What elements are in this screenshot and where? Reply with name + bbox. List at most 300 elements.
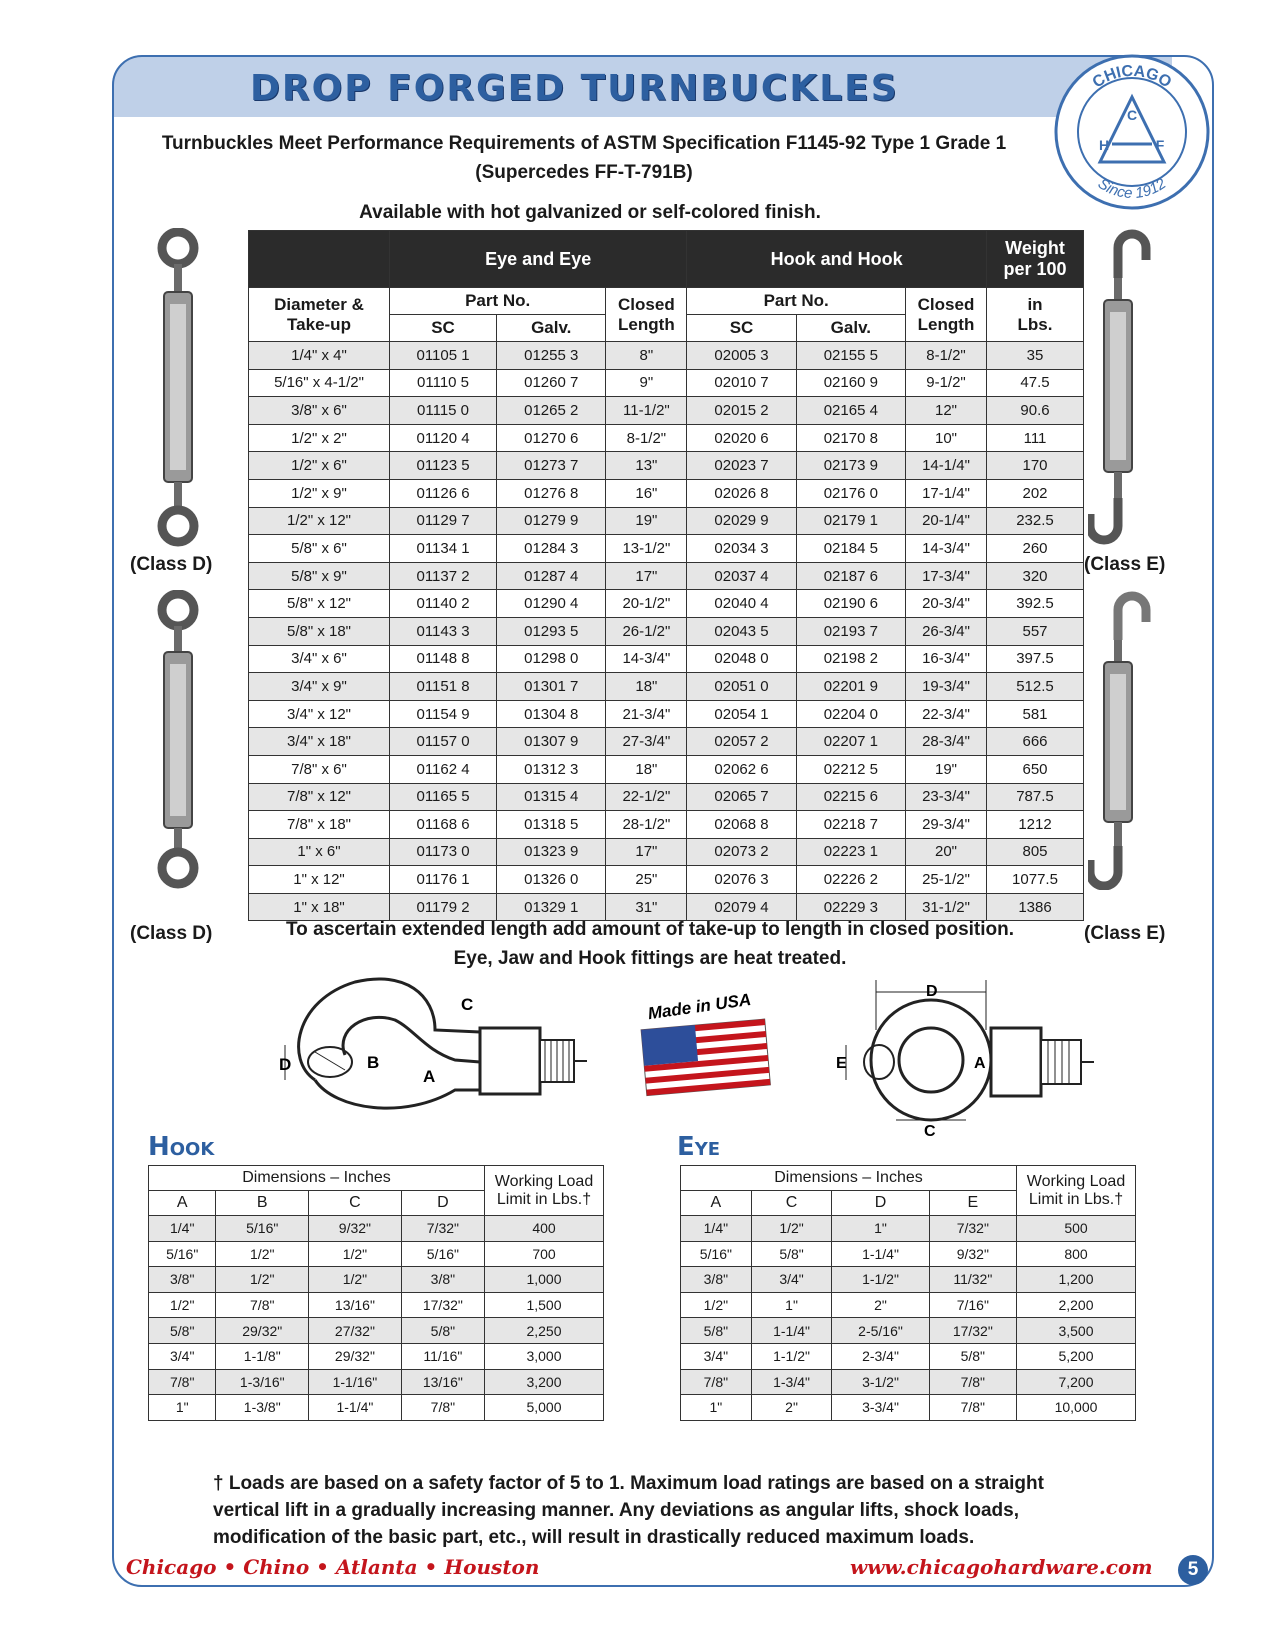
turnbuckle-row-cell: 1/2" x 2" bbox=[249, 424, 390, 452]
turnbuckle-row-cell: 581 bbox=[987, 700, 1084, 728]
hook-row-cell: 1,500 bbox=[485, 1292, 604, 1318]
turnbuckle-row-cell: 787.5 bbox=[987, 783, 1084, 811]
turnbuckle-row-cell: 28-1/2" bbox=[606, 811, 687, 839]
eye-header-e: E bbox=[929, 1191, 1016, 1216]
turnbuckle-row-cell: 11-1/2" bbox=[606, 397, 687, 425]
turnbuckle-row bbox=[249, 700, 1084, 728]
turnbuckle-row-cell: 3/4" x 12" bbox=[249, 700, 390, 728]
hook-row-cell: 3/8" bbox=[401, 1267, 484, 1293]
turnbuckle-row-cell: 01301 7 bbox=[497, 673, 606, 701]
turnbuckle-row-cell: 01279 9 bbox=[497, 507, 606, 535]
turnbuckle-row-cell: 5/8" x 12" bbox=[249, 590, 390, 618]
eye-section-title: Eye bbox=[677, 1132, 721, 1162]
turnbuckle-row-cell: 8-1/2" bbox=[906, 342, 987, 370]
eye-row-cell: 1" bbox=[751, 1292, 832, 1318]
turnbuckle-row-cell: 02226 2 bbox=[796, 866, 905, 894]
eye-row-cell: 1/2" bbox=[751, 1216, 832, 1242]
turnbuckle-row-cell: 01137 2 bbox=[390, 562, 497, 590]
hook-row bbox=[149, 1216, 604, 1242]
chicago-hardware-seal-logo bbox=[1052, 52, 1212, 212]
turnbuckle-row-cell: 01329 1 bbox=[497, 893, 606, 921]
hook-row bbox=[149, 1318, 604, 1344]
header-eye-sc: SC bbox=[390, 315, 497, 342]
hook-header-a: A bbox=[149, 1191, 216, 1216]
eye-turnbuckle-image-top bbox=[150, 228, 206, 548]
hook-row-cell: 3/4" bbox=[149, 1343, 216, 1369]
eye-row-cell: 3/4" bbox=[751, 1267, 832, 1293]
turnbuckle-row-cell: 29-3/4" bbox=[906, 811, 987, 839]
hook-row-cell: 3/8" bbox=[149, 1267, 216, 1293]
turnbuckle-row-cell: 01276 8 bbox=[497, 479, 606, 507]
hook-row-cell: 13/16" bbox=[309, 1292, 402, 1318]
hook-row-cell: 17/32" bbox=[401, 1292, 484, 1318]
eye-row-cell: 5,200 bbox=[1017, 1343, 1136, 1369]
turnbuckle-row-cell: 8" bbox=[606, 342, 687, 370]
hook-row-cell: 5/16" bbox=[149, 1241, 216, 1267]
turnbuckle-row-cell: 27-3/4" bbox=[606, 728, 687, 756]
hook-row bbox=[149, 1369, 604, 1395]
turnbuckle-row-cell: 01255 3 bbox=[497, 342, 606, 370]
turnbuckle-row-cell: 90.6 bbox=[987, 397, 1084, 425]
eye-row-cell: 2-3/4" bbox=[832, 1343, 929, 1369]
turnbuckle-row-cell: 9" bbox=[606, 369, 687, 397]
eye-row bbox=[681, 1318, 1136, 1344]
eye-row-cell: 3/4" bbox=[681, 1343, 752, 1369]
turnbuckle-row-cell: 02062 6 bbox=[687, 755, 796, 783]
eye-row-cell: 10,000 bbox=[1017, 1395, 1136, 1421]
turnbuckle-row-cell: 01270 6 bbox=[497, 424, 606, 452]
turnbuckle-row-cell: 01115 0 bbox=[390, 397, 497, 425]
turnbuckle-row-cell: 02204 0 bbox=[796, 700, 905, 728]
turnbuckle-row-cell: 1/2" x 9" bbox=[249, 479, 390, 507]
turnbuckle-row-cell: 01293 5 bbox=[497, 617, 606, 645]
turnbuckle-row-cell: 02184 5 bbox=[796, 535, 905, 563]
eye-row bbox=[681, 1369, 1136, 1395]
turnbuckle-row-cell: 5/8" x 6" bbox=[249, 535, 390, 563]
turnbuckle-row-cell: 7/8" x 18" bbox=[249, 811, 390, 839]
header-eye-part-no: Part No. bbox=[390, 288, 606, 315]
turnbuckle-row-cell: 18" bbox=[606, 673, 687, 701]
turnbuckle-row-cell: 17-1/4" bbox=[906, 479, 987, 507]
turnbuckle-row-cell: 1212 bbox=[987, 811, 1084, 839]
eye-row-cell: 7,200 bbox=[1017, 1369, 1136, 1395]
turnbuckle-row bbox=[249, 645, 1084, 673]
eye-row-cell: 11/32" bbox=[929, 1267, 1016, 1293]
hook-header-working-load: Working Load Limit in Lbs.† bbox=[485, 1166, 604, 1216]
hook-row-cell: 5/8" bbox=[149, 1318, 216, 1344]
eye-header-a: A bbox=[681, 1191, 752, 1216]
eye-row-cell: 1-1/2" bbox=[751, 1343, 832, 1369]
turnbuckle-row bbox=[249, 535, 1084, 563]
turnbuckle-row-cell: 14-1/4" bbox=[906, 452, 987, 480]
hook-header-dimensions: Dimensions – Inches bbox=[149, 1166, 485, 1191]
seal-letter-c: C bbox=[1126, 107, 1138, 123]
turnbuckle-row bbox=[249, 452, 1084, 480]
eye-row-cell: 1,200 bbox=[1017, 1267, 1136, 1293]
turnbuckle-row-cell: 01284 3 bbox=[497, 535, 606, 563]
hook-row bbox=[149, 1292, 604, 1318]
turnbuckle-row-cell: 01110 5 bbox=[390, 369, 497, 397]
hook-row-cell: 13/16" bbox=[401, 1369, 484, 1395]
turnbuckle-row-cell: 02051 0 bbox=[687, 673, 796, 701]
turnbuckle-row-cell: 3/8" x 6" bbox=[249, 397, 390, 425]
turnbuckle-row-cell: 1386 bbox=[987, 893, 1084, 921]
turnbuckle-row-cell: 02037 4 bbox=[687, 562, 796, 590]
turnbuckle-row-cell: 01304 8 bbox=[497, 700, 606, 728]
turnbuckle-row bbox=[249, 507, 1084, 535]
turnbuckle-row-cell: 01129 7 bbox=[390, 507, 497, 535]
turnbuckle-row-cell: 170 bbox=[987, 452, 1084, 480]
hook-row-cell: 1-1/8" bbox=[216, 1343, 309, 1369]
turnbuckle-row-cell: 02010 7 bbox=[687, 369, 796, 397]
seal-bottom-text: Since 1912 bbox=[1094, 175, 1170, 203]
hook-row-cell: 700 bbox=[485, 1241, 604, 1267]
hook-row-cell: 1/2" bbox=[216, 1267, 309, 1293]
turnbuckle-row-cell: 1/2" x 12" bbox=[249, 507, 390, 535]
eye-row-cell: 3-1/2" bbox=[832, 1369, 929, 1395]
eye-row-cell: 7/8" bbox=[929, 1395, 1016, 1421]
hook-row-cell: 29/32" bbox=[216, 1318, 309, 1344]
turnbuckle-row-cell: 17" bbox=[606, 562, 687, 590]
turnbuckle-row-cell: 02223 1 bbox=[796, 838, 905, 866]
turnbuckle-row-cell: 01105 1 bbox=[390, 342, 497, 370]
header-eye-and-eye: Eye and Eye bbox=[390, 231, 687, 288]
page-number: 5 bbox=[1178, 1555, 1208, 1585]
header-hook-part-no: Part No. bbox=[687, 288, 906, 315]
eye-row-cell: 800 bbox=[1017, 1241, 1136, 1267]
hook-row-cell: 7/8" bbox=[401, 1395, 484, 1421]
turnbuckle-row-cell: 232.5 bbox=[987, 507, 1084, 535]
eye-turnbuckle-image-bottom bbox=[150, 590, 206, 890]
eye-row-cell: 1-1/4" bbox=[832, 1241, 929, 1267]
turnbuckle-row-cell: 02073 2 bbox=[687, 838, 796, 866]
turnbuckle-row-cell: 02229 3 bbox=[796, 893, 905, 921]
eye-row-cell: 5/16" bbox=[681, 1241, 752, 1267]
turnbuckle-table bbox=[248, 230, 1084, 921]
turnbuckle-row-cell: 01123 5 bbox=[390, 452, 497, 480]
turnbuckle-row-cell: 02068 8 bbox=[687, 811, 796, 839]
turnbuckle-row-cell: 5/16" x 4-1/2" bbox=[249, 369, 390, 397]
turnbuckle-row-cell: 260 bbox=[987, 535, 1084, 563]
turnbuckle-row-cell: 01290 4 bbox=[497, 590, 606, 618]
turnbuckle-row-cell: 01143 3 bbox=[390, 617, 497, 645]
eye-row-cell: 1/2" bbox=[681, 1292, 752, 1318]
turnbuckle-row-cell: 202 bbox=[987, 479, 1084, 507]
turnbuckle-row-cell: 1077.5 bbox=[987, 866, 1084, 894]
turnbuckle-row-cell: 02034 3 bbox=[687, 535, 796, 563]
hook-row bbox=[149, 1343, 604, 1369]
turnbuckle-row-cell: 22-3/4" bbox=[906, 700, 987, 728]
eye-row-cell: 7/8" bbox=[929, 1369, 1016, 1395]
turnbuckle-row-cell: 9-1/2" bbox=[906, 369, 987, 397]
hook-row bbox=[149, 1241, 604, 1267]
turnbuckle-row-cell: 01315 4 bbox=[497, 783, 606, 811]
turnbuckle-row-cell: 02005 3 bbox=[687, 342, 796, 370]
eye-row-cell: 3-3/4" bbox=[832, 1395, 929, 1421]
hook-table-body bbox=[149, 1216, 604, 1421]
hook-row-cell: 1/2" bbox=[149, 1292, 216, 1318]
turnbuckle-row-cell: 02207 1 bbox=[796, 728, 905, 756]
turnbuckle-row-cell: 02173 9 bbox=[796, 452, 905, 480]
class-d-label-bottom: (Class D) bbox=[130, 923, 213, 944]
hook-diagram-label-a: A bbox=[423, 1067, 436, 1086]
eye-row-cell: 7/8" bbox=[681, 1369, 752, 1395]
turnbuckle-row-cell: 650 bbox=[987, 755, 1084, 783]
turnbuckle-row-cell: 111 bbox=[987, 424, 1084, 452]
turnbuckle-row-cell: 3/4" x 18" bbox=[249, 728, 390, 756]
turnbuckle-row-cell: 1" x 12" bbox=[249, 866, 390, 894]
class-e-label-top: (Class E) bbox=[1084, 554, 1166, 575]
turnbuckle-row-cell: 19-3/4" bbox=[906, 673, 987, 701]
heat-treated-note: Eye, Jaw and Hook fittings are heat treated. bbox=[453, 948, 847, 969]
eye-row-cell: 7/16" bbox=[929, 1292, 1016, 1318]
eye-dimension-table bbox=[680, 1165, 1136, 1421]
turnbuckle-row-cell: 20-1/4" bbox=[906, 507, 987, 535]
eye-diagram-label-c: C bbox=[924, 1123, 936, 1140]
turnbuckle-row-cell: 3/4" x 6" bbox=[249, 645, 390, 673]
turnbuckle-row-cell: 01318 5 bbox=[497, 811, 606, 839]
hook-header-b: B bbox=[216, 1191, 309, 1216]
page-title: DROP FORGED TURNBUCKLES bbox=[250, 68, 899, 109]
spec-line-1: Turnbuckles Meet Performance Requirements of ASTM Specification F1145-92 Type 1 Grade 1 bbox=[161, 133, 1007, 154]
turnbuckle-row-cell: 20-3/4" bbox=[906, 590, 987, 618]
eye-row-cell: 5/8" bbox=[929, 1343, 1016, 1369]
header-blank bbox=[249, 231, 390, 288]
turnbuckle-row-cell: 5/8" x 9" bbox=[249, 562, 390, 590]
header-eye-closed-length: Closed Length bbox=[606, 288, 687, 342]
turnbuckle-row-cell: 02155 5 bbox=[796, 342, 905, 370]
turnbuckle-row-cell: 14-3/4" bbox=[606, 645, 687, 673]
turnbuckle-row bbox=[249, 866, 1084, 894]
eye-row bbox=[681, 1241, 1136, 1267]
turnbuckle-row-cell: 02048 0 bbox=[687, 645, 796, 673]
turnbuckle-row-cell: 02190 6 bbox=[796, 590, 905, 618]
seal-top-text: CHICAGO bbox=[1089, 62, 1175, 92]
hook-row-cell: 1-1/4" bbox=[309, 1395, 402, 1421]
eye-row-cell: 5/8" bbox=[681, 1318, 752, 1344]
turnbuckle-row-cell: 28-3/4" bbox=[906, 728, 987, 756]
header-diameter: Diameter & Take-up bbox=[249, 288, 390, 342]
turnbuckle-row-cell: 805 bbox=[987, 838, 1084, 866]
turnbuckle-row bbox=[249, 617, 1084, 645]
turnbuckle-row-cell: 512.5 bbox=[987, 673, 1084, 701]
eye-row-cell: 3/8" bbox=[681, 1267, 752, 1293]
hook-row-cell: 7/8" bbox=[149, 1369, 216, 1395]
made-in-usa-flag bbox=[640, 990, 780, 1100]
hook-header-d: D bbox=[401, 1191, 484, 1216]
turnbuckle-row-cell: 21-3/4" bbox=[606, 700, 687, 728]
turnbuckle-row-cell: 16-3/4" bbox=[906, 645, 987, 673]
eye-row bbox=[681, 1292, 1136, 1318]
hook-row-cell: 3,200 bbox=[485, 1369, 604, 1395]
turnbuckle-row-cell: 02015 2 bbox=[687, 397, 796, 425]
eye-header-c: C bbox=[751, 1191, 832, 1216]
hook-row-cell: 5,000 bbox=[485, 1395, 604, 1421]
turnbuckle-row-cell: 02054 1 bbox=[687, 700, 796, 728]
hook-diagram-label-d: D bbox=[279, 1055, 292, 1074]
eye-row-cell: 7/32" bbox=[929, 1216, 1016, 1242]
hook-row-cell: 5/16" bbox=[216, 1216, 309, 1242]
turnbuckle-row-cell: 31" bbox=[606, 893, 687, 921]
hook-diagram-label-b: B bbox=[367, 1053, 380, 1072]
turnbuckle-row-cell: 01134 1 bbox=[390, 535, 497, 563]
hook-row-cell: 1-1/16" bbox=[309, 1369, 402, 1395]
hook-row bbox=[149, 1267, 604, 1293]
hook-row-cell: 1/2" bbox=[309, 1241, 402, 1267]
turnbuckle-row-cell: 02079 4 bbox=[687, 893, 796, 921]
eye-diagram-label-d: D bbox=[926, 983, 938, 1000]
turnbuckle-table-body bbox=[249, 342, 1084, 921]
header-eye-galv: Galv. bbox=[497, 315, 606, 342]
eye-row-cell: 2" bbox=[751, 1395, 832, 1421]
seal-letter-h: H bbox=[1098, 137, 1110, 153]
turnbuckle-row-cell: 17-3/4" bbox=[906, 562, 987, 590]
eye-row-cell: 3,500 bbox=[1017, 1318, 1136, 1344]
eye-row-cell: 1/4" bbox=[681, 1216, 752, 1242]
turnbuckle-row-cell: 01326 0 bbox=[497, 866, 606, 894]
eye-row-cell: 1-3/4" bbox=[751, 1369, 832, 1395]
turnbuckle-row-cell: 01323 9 bbox=[497, 838, 606, 866]
turnbuckle-row-cell: 02193 7 bbox=[796, 617, 905, 645]
turnbuckle-row-cell: 14-3/4" bbox=[906, 535, 987, 563]
hook-dimension-table bbox=[148, 1165, 604, 1421]
turnbuckle-row-cell: 01120 4 bbox=[390, 424, 497, 452]
turnbuckle-row-cell: 02043 5 bbox=[687, 617, 796, 645]
eye-row-cell: 5/8" bbox=[751, 1241, 832, 1267]
turnbuckle-row-cell: 20" bbox=[906, 838, 987, 866]
turnbuckle-row bbox=[249, 479, 1084, 507]
hook-header-c: C bbox=[309, 1191, 402, 1216]
turnbuckle-row-cell: 397.5 bbox=[987, 645, 1084, 673]
turnbuckle-row-cell: 26-3/4" bbox=[906, 617, 987, 645]
turnbuckle-row-cell: 01165 5 bbox=[390, 783, 497, 811]
turnbuckle-row-cell: 5/8" x 18" bbox=[249, 617, 390, 645]
turnbuckle-row-cell: 01287 4 bbox=[497, 562, 606, 590]
eye-header-d: D bbox=[832, 1191, 929, 1216]
eye-row-cell: 2-5/16" bbox=[832, 1318, 929, 1344]
turnbuckle-row-cell: 01154 9 bbox=[390, 700, 497, 728]
turnbuckle-row-cell: 01148 8 bbox=[390, 645, 497, 673]
hook-row-cell: 400 bbox=[485, 1216, 604, 1242]
hook-row-cell: 1/2" bbox=[216, 1241, 309, 1267]
turnbuckle-row-cell: 1/4" x 4" bbox=[249, 342, 390, 370]
hook-row-cell: 3,000 bbox=[485, 1343, 604, 1369]
hook-row-cell: 7/8" bbox=[216, 1292, 309, 1318]
eye-row-cell: 1-1/2" bbox=[832, 1267, 929, 1293]
turnbuckle-row-cell: 26-1/2" bbox=[606, 617, 687, 645]
turnbuckle-row-cell: 02218 7 bbox=[796, 811, 905, 839]
class-d-label-top: (Class D) bbox=[130, 554, 213, 575]
hook-row-cell: 2,250 bbox=[485, 1318, 604, 1344]
turnbuckle-row-cell: 19" bbox=[906, 755, 987, 783]
turnbuckle-row-cell: 1" x 18" bbox=[249, 893, 390, 921]
turnbuckle-row-cell: 320 bbox=[987, 562, 1084, 590]
eye-header-working-load: Working Load Limit in Lbs.† bbox=[1017, 1166, 1136, 1216]
turnbuckle-row-cell: 02076 3 bbox=[687, 866, 796, 894]
hook-row-cell: 11/16" bbox=[401, 1343, 484, 1369]
turnbuckle-row bbox=[249, 728, 1084, 756]
header-hook-sc: SC bbox=[687, 315, 796, 342]
hook-row bbox=[149, 1395, 604, 1421]
turnbuckle-row-cell: 02029 9 bbox=[687, 507, 796, 535]
turnbuckle-row-cell: 01298 0 bbox=[497, 645, 606, 673]
turnbuckle-row-cell: 02201 9 bbox=[796, 673, 905, 701]
turnbuckle-row-cell: 7/8" x 12" bbox=[249, 783, 390, 811]
turnbuckle-row bbox=[249, 369, 1084, 397]
turnbuckle-row-cell: 8-1/2" bbox=[606, 424, 687, 452]
header-weight-lbs: in Lbs. bbox=[987, 288, 1084, 342]
eye-row bbox=[681, 1395, 1136, 1421]
eye-row bbox=[681, 1267, 1136, 1293]
turnbuckle-row bbox=[249, 397, 1084, 425]
eye-dimension-diagram bbox=[836, 970, 1136, 1140]
turnbuckle-row-cell: 31-1/2" bbox=[906, 893, 987, 921]
turnbuckle-row-cell: 02165 4 bbox=[796, 397, 905, 425]
eye-row-cell: 1-1/4" bbox=[751, 1318, 832, 1344]
turnbuckle-row-cell: 23-3/4" bbox=[906, 783, 987, 811]
eye-row bbox=[681, 1343, 1136, 1369]
turnbuckle-row bbox=[249, 562, 1084, 590]
turnbuckle-row-cell: 02187 6 bbox=[796, 562, 905, 590]
footer-website-link[interactable]: www.chicagohardware.com bbox=[850, 1555, 1153, 1579]
turnbuckle-row-cell: 3/4" x 9" bbox=[249, 673, 390, 701]
turnbuckle-row-cell: 7/8" x 6" bbox=[249, 755, 390, 783]
turnbuckle-row bbox=[249, 838, 1084, 866]
turnbuckle-row-cell: 666 bbox=[987, 728, 1084, 756]
hook-row-cell: 1-3/16" bbox=[216, 1369, 309, 1395]
turnbuckle-row-cell: 01168 6 bbox=[390, 811, 497, 839]
hook-dimension-diagram bbox=[275, 970, 615, 1130]
turnbuckle-row-cell: 01162 4 bbox=[390, 755, 497, 783]
eye-row-cell: 1" bbox=[832, 1216, 929, 1242]
hook-diagram-label-c: C bbox=[461, 995, 474, 1014]
availability-note: Available with hot galvanized or self-colored finish. bbox=[359, 202, 821, 223]
hook-row-cell: 27/32" bbox=[309, 1318, 402, 1344]
eye-diagram-label-a: A bbox=[974, 1055, 986, 1072]
turnbuckle-row-cell: 13" bbox=[606, 452, 687, 480]
hook-turnbuckle-image-bottom bbox=[1088, 590, 1158, 890]
eye-row-cell: 2" bbox=[832, 1292, 929, 1318]
turnbuckle-row bbox=[249, 590, 1084, 618]
turnbuckle-row-cell: 02023 7 bbox=[687, 452, 796, 480]
turnbuckle-row bbox=[249, 424, 1084, 452]
hook-row-cell: 1/2" bbox=[309, 1267, 402, 1293]
turnbuckle-row-cell: 25" bbox=[606, 866, 687, 894]
header-hook-and-hook: Hook and Hook bbox=[687, 231, 987, 288]
turnbuckle-row-cell: 02212 5 bbox=[796, 755, 905, 783]
turnbuckle-row bbox=[249, 673, 1084, 701]
hook-turnbuckle-image-top bbox=[1088, 228, 1158, 548]
footer-cities: Chicago • Chino • Atlanta • Houston bbox=[126, 1555, 540, 1579]
turnbuckle-row-cell: 02179 1 bbox=[796, 507, 905, 535]
turnbuckle-row-cell: 01265 2 bbox=[497, 397, 606, 425]
class-e-label-bottom: (Class E) bbox=[1084, 923, 1166, 944]
turnbuckle-row-cell: 02176 0 bbox=[796, 479, 905, 507]
eye-row bbox=[681, 1216, 1136, 1242]
turnbuckle-row bbox=[249, 783, 1084, 811]
hook-row-cell: 1-3/8" bbox=[216, 1395, 309, 1421]
eye-header-dimensions: Dimensions – Inches bbox=[681, 1166, 1017, 1191]
turnbuckle-row-cell: 01176 1 bbox=[390, 866, 497, 894]
hook-row-cell: 1,000 bbox=[485, 1267, 604, 1293]
spec-line-2: (Supercedes FF-T-791B) bbox=[475, 162, 693, 183]
turnbuckle-row-cell: 02065 7 bbox=[687, 783, 796, 811]
header-hook-closed-length: Closed Length bbox=[906, 288, 987, 342]
hook-row-cell: 29/32" bbox=[309, 1343, 402, 1369]
turnbuckle-row-cell: 01126 6 bbox=[390, 479, 497, 507]
turnbuckle-row-cell: 35 bbox=[987, 342, 1084, 370]
turnbuckle-row-cell: 02026 8 bbox=[687, 479, 796, 507]
